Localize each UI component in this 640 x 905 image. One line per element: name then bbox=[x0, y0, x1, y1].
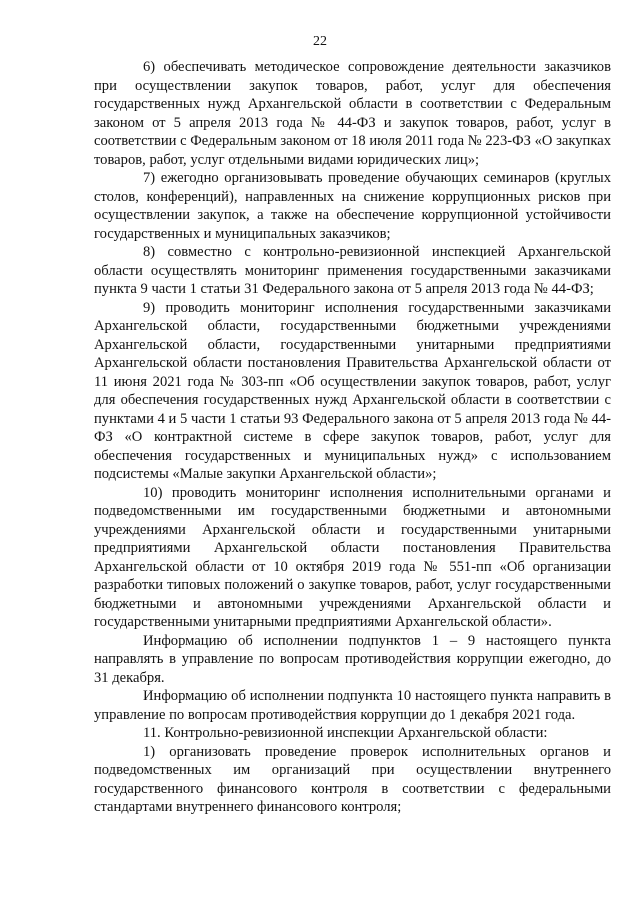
paragraph-reporting-10: Информацию об исполнении подпункта 10 настоящего пункта направить в управление по вопросам противодействия коррупции до 1 декабря 2021 года. bbox=[94, 688, 611, 723]
paragraph-item-10: 10) проводить мониторинг исполнения исполнительными органами и подведомственными им государственными бюджетными и автономными учреждениями Архангельской области и государственными унитарными предприятиями Архангельской области постановления Правительства Архангельской области от 10 октября 2019 года № 551-пп «Об организации разработки типовых положений о закупке товаров, работ, услуг государственными бюджетными и автономными учреждениями Архангельской области и государственными унитарными предприятиями Архангельской области». bbox=[94, 484, 611, 630]
paragraph-item-7: 7) ежегодно организовывать проведение обучающих семинаров (круглых столов, конференций), направленных на снижение коррупционных рисков при осуществлении закупок, а также на обеспечение коррупционной устойчивости государственных и муниципальных заказчиков; bbox=[94, 170, 611, 242]
section-heading-11: 11. Контрольно-ревизионной инспекции Архангельской области: bbox=[143, 725, 548, 741]
paragraph-reporting-1-9: Информацию об исполнении подпунктов 1 – 9 настоящего пункта направлять в управление по вопросам противодействия коррупции ежегодно, до 31 декабря. bbox=[94, 632, 611, 686]
paragraph-item-6: 6) обеспечивать методическое сопровождение деятельности заказчиков при осуществлении закупок товаров, работ, услуг для обеспечения государственных нужд Архангельской области в соответствии с Федеральным законом от 5 апреля 2013 года № 44-ФЗ и закупок товаров, работ, услуг в соответствии с Федеральным законом от 18 июля 2011 года № 223-ФЗ «О закупках товаров, работ, услуг отдельными видами юридических лиц»; bbox=[94, 59, 611, 168]
document-body bbox=[94, 58, 611, 817]
paragraph-item-9: 9) проводить мониторинг исполнения государственными заказчиками Архангельской области, государственными бюджетными учреждениями Архангельской области, государственными унитарными предприятиями Архангельской области постановления Правительства Архангельской области от 11 июня 2021 года № 303-пп «Об осуществлении закупок товаров, работ, услуг для обеспечения государственных нужд Архангельской области в соответствии с пунктами 4 и 5 части 1 статьи 93 Федерального закона от 5 апреля 2013 года № 44-ФЗ «О контрактной системе в сфере закупок товаров, работ, услуг для обеспечения государственных и муниципальных нужд» с использованием подсистемы «Малые закупки Архангельской области»; bbox=[94, 299, 611, 482]
paragraph-11-item-1: 1) организовать проведение проверок исполнительных органов и подведомственных им организаций при осуществлении внутреннего государственного финансового контроля в соответствии с федеральными стандартами внутреннего финансового контроля; bbox=[94, 743, 611, 815]
paragraph-item-8: 8) совместно с контрольно-ревизионной инспекцией Архангельской области осуществлять мониторинг применения государственными заказчиками пункта 9 части 1 статьи 31 Федерального закона от 5 апреля 2013 года № 44-ФЗ; bbox=[94, 244, 611, 297]
page-number: 22 bbox=[313, 34, 327, 49]
